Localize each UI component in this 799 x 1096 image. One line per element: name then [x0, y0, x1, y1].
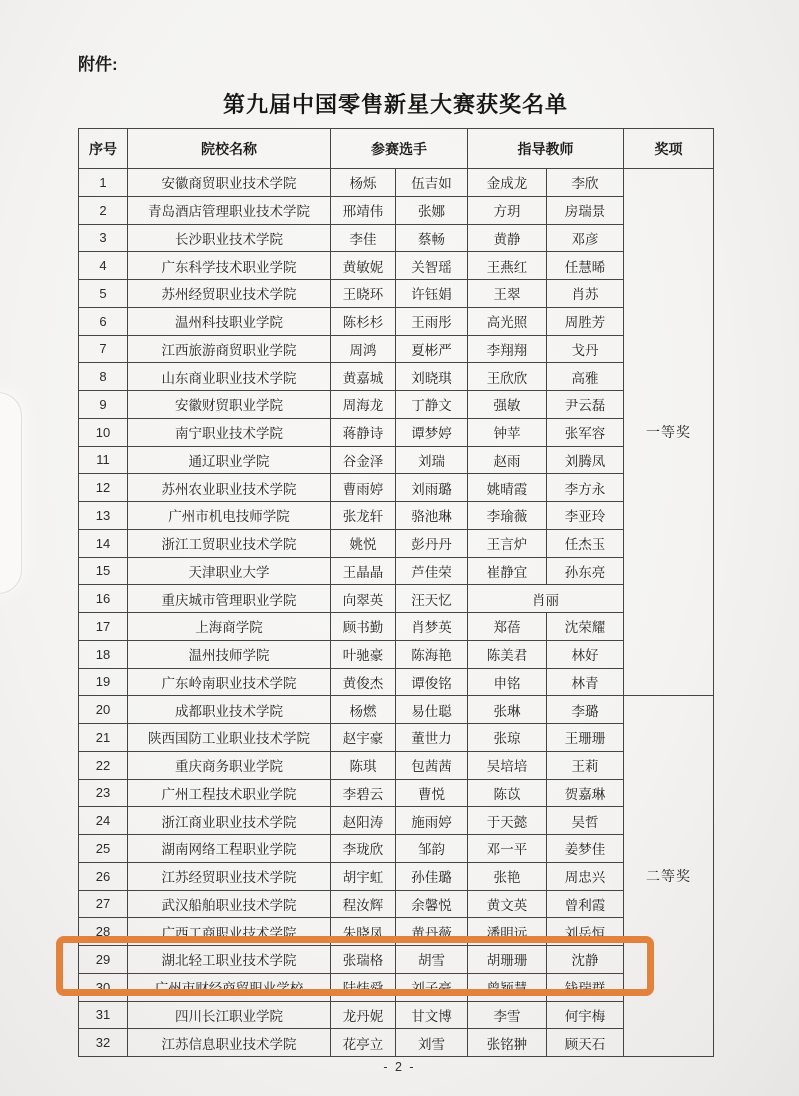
table-row	[79, 363, 714, 391]
row-number: 1	[79, 169, 128, 197]
table-row	[79, 474, 714, 502]
row-number: 24	[79, 807, 128, 835]
teacher-1: 方玥	[468, 196, 547, 224]
teacher-1: 张琳	[468, 696, 547, 724]
table-row	[79, 696, 714, 724]
teacher-2: 刘腾凤	[547, 446, 624, 474]
row-number: 9	[79, 391, 128, 419]
contestant-1: 黄敏妮	[331, 252, 396, 280]
teacher-2: 李欣	[547, 169, 624, 197]
school-name: 成都职业技术学院	[128, 696, 331, 724]
table-row	[79, 446, 714, 474]
row-number: 30	[79, 973, 128, 1001]
contestant-2: 骆池琳	[396, 502, 468, 530]
contestant-1: 周鸿	[331, 335, 396, 363]
teacher-1: 金成龙	[468, 169, 547, 197]
contestant-2: 丁静文	[396, 391, 468, 419]
teacher-2: 李亚玲	[547, 502, 624, 530]
contestant-1: 叶驰豪	[331, 640, 396, 668]
row-number: 29	[79, 946, 128, 974]
table-row	[79, 280, 714, 308]
school-name: 天津职业大学	[128, 557, 331, 585]
table-row	[79, 585, 714, 613]
teacher-1: 王燕红	[468, 252, 547, 280]
teacher-1: 崔静宜	[468, 557, 547, 585]
teacher-1: 姚晴霞	[468, 474, 547, 502]
contestant-2: 伍吉如	[396, 169, 468, 197]
document-title: 第九届中国零售新星大赛获奖名单	[222, 92, 568, 117]
row-number: 32	[79, 1029, 128, 1057]
contestant-1: 张瑞格	[331, 946, 396, 974]
contestant-2: 张娜	[396, 196, 468, 224]
teacher-1: 郑蓓	[468, 613, 547, 641]
table-row	[79, 529, 714, 557]
teacher-2: 李方永	[547, 474, 624, 502]
teacher-1: 曾颖慧	[468, 973, 547, 1001]
header-school: 院校名称	[128, 129, 331, 169]
table-row	[79, 807, 714, 835]
teacher-2: 张军容	[547, 418, 624, 446]
school-name: 通辽职业学院	[128, 446, 331, 474]
school-name: 苏州经贸职业技术学院	[128, 280, 331, 308]
teacher-1: 李翔翔	[468, 335, 547, 363]
contestant-1: 邢靖伟	[331, 196, 396, 224]
teacher-1: 陈美君	[468, 640, 547, 668]
contestant-2: 胡雪	[396, 946, 468, 974]
teacher-2: 王莉	[547, 751, 624, 779]
row-number: 4	[79, 252, 128, 280]
page-number: - 2 -	[383, 1060, 416, 1074]
teacher-2: 吴哲	[547, 807, 624, 835]
school-name: 山东商业职业技术学院	[128, 363, 331, 391]
table-row	[79, 169, 714, 197]
row-number: 16	[79, 585, 128, 613]
contestant-2: 孙佳璐	[396, 862, 468, 890]
teacher-2: 任慧晞	[547, 252, 624, 280]
teacher-1: 张琼	[468, 724, 547, 752]
row-number: 15	[79, 557, 128, 585]
contestant-2: 许钰娟	[396, 280, 468, 308]
teacher-2: 钱瑞群	[547, 973, 624, 1001]
contestant-2: 汪天忆	[396, 585, 468, 613]
row-number: 7	[79, 335, 128, 363]
teacher-2: 房瑞景	[547, 196, 624, 224]
award-label: 一等奖	[624, 169, 714, 696]
teacher-2: 姜梦佳	[547, 835, 624, 863]
school-name: 上海商学院	[128, 613, 331, 641]
contestant-2: 刘晓琪	[396, 363, 468, 391]
table-header	[79, 129, 714, 169]
school-name: 长沙职业技术学院	[128, 224, 331, 252]
contestant-1: 陈杉杉	[331, 307, 396, 335]
contestant-1: 向翠英	[331, 585, 396, 613]
teacher-2: 林青	[547, 668, 624, 696]
row-number: 25	[79, 835, 128, 863]
teacher-1: 申铭	[468, 668, 547, 696]
header-teachers: 指导教师	[468, 129, 624, 169]
row-number: 11	[79, 446, 128, 474]
teacher-1: 赵雨	[468, 446, 547, 474]
contestant-1: 顾书勤	[331, 613, 396, 641]
table-row	[79, 196, 714, 224]
school-name: 湖南网络工程职业学院	[128, 835, 331, 863]
teacher-2: 邓彦	[547, 224, 624, 252]
school-name: 广西工商职业技术学院	[128, 918, 331, 946]
contestant-2: 甘文博	[396, 1001, 468, 1029]
contestant-2: 王雨彤	[396, 307, 468, 335]
teachers-merged: 肖丽	[468, 585, 624, 613]
row-number: 19	[79, 668, 128, 696]
table-row	[79, 668, 714, 696]
school-name: 安徽商贸职业技术学院	[128, 169, 331, 197]
contestant-2: 施雨婷	[396, 807, 468, 835]
teacher-1: 强敏	[468, 391, 547, 419]
row-number: 27	[79, 890, 128, 918]
row-number: 17	[79, 613, 128, 641]
school-name: 广州市财经商贸职业学校	[128, 973, 331, 1001]
teacher-2: 任杰玉	[547, 529, 624, 557]
school-name: 陕西国防工业职业技术学院	[128, 724, 331, 752]
teacher-2: 高雅	[547, 363, 624, 391]
table-row	[79, 252, 714, 280]
contestant-2: 董世力	[396, 724, 468, 752]
teacher-1: 吴培培	[468, 751, 547, 779]
contestant-2: 刘雪	[396, 1029, 468, 1057]
school-name: 江苏信息职业技术学院	[128, 1029, 331, 1057]
teacher-1: 高光照	[468, 307, 547, 335]
header-no: 序号	[79, 129, 128, 169]
table-row	[79, 751, 714, 779]
contestant-1: 蒋静诗	[331, 418, 396, 446]
contestant-1: 朱晓凤	[331, 918, 396, 946]
contestant-2: 曹悦	[396, 779, 468, 807]
teacher-2: 尹云磊	[547, 391, 624, 419]
contestant-2: 关智瑶	[396, 252, 468, 280]
contestant-1: 花亭立	[331, 1029, 396, 1057]
school-name: 浙江工贸职业技术学院	[128, 529, 331, 557]
award-label: 二等奖	[624, 696, 714, 1057]
contestant-1: 赵阳涛	[331, 807, 396, 835]
teacher-2: 沈荣耀	[547, 613, 624, 641]
row-number: 6	[79, 307, 128, 335]
contestant-1: 杨烁	[331, 169, 396, 197]
row-number: 10	[79, 418, 128, 446]
teacher-1: 潘明远	[468, 918, 547, 946]
contestant-1: 王晶晶	[331, 557, 396, 585]
contestant-2: 刘瑞	[396, 446, 468, 474]
table-body	[79, 169, 714, 1057]
table-row	[79, 557, 714, 585]
contestant-1: 黄嘉城	[331, 363, 396, 391]
contestant-2: 芦佳荣	[396, 557, 468, 585]
contestant-2: 刘雨璐	[396, 474, 468, 502]
teacher-2: 曾利霞	[547, 890, 624, 918]
table-row	[79, 835, 714, 863]
teacher-1: 钟苹	[468, 418, 547, 446]
teacher-1: 王言炉	[468, 529, 547, 557]
contestant-1: 赵宇豪	[331, 724, 396, 752]
school-name: 武汉船舶职业技术学院	[128, 890, 331, 918]
school-name: 重庆城市管理职业学院	[128, 585, 331, 613]
row-number: 23	[79, 779, 128, 807]
teacher-2: 周忠兴	[547, 862, 624, 890]
row-number: 28	[79, 918, 128, 946]
school-name: 广东岭南职业技术学院	[128, 668, 331, 696]
row-number: 31	[79, 1001, 128, 1029]
attachment-label: 附件:	[78, 55, 118, 74]
contestant-1: 周海龙	[331, 391, 396, 419]
contestant-2: 谭梦婷	[396, 418, 468, 446]
teacher-1: 黄静	[468, 224, 547, 252]
school-name: 苏州农业职业技术学院	[128, 474, 331, 502]
school-name: 江苏经贸职业技术学院	[128, 862, 331, 890]
school-name: 温州技师学院	[128, 640, 331, 668]
school-name: 广州市机电技师学院	[128, 502, 331, 530]
contestant-2: 刘子豪	[396, 973, 468, 1001]
teacher-2: 孙东亮	[547, 557, 624, 585]
teacher-2: 贺嘉琳	[547, 779, 624, 807]
row-number: 14	[79, 529, 128, 557]
award-table	[78, 128, 714, 1057]
teacher-1: 王欣欣	[468, 363, 547, 391]
contestant-1: 李佳	[331, 224, 396, 252]
row-number: 2	[79, 196, 128, 224]
table-row	[79, 890, 714, 918]
teacher-1: 于天懿	[468, 807, 547, 835]
contestant-2: 包茜茜	[396, 751, 468, 779]
contestant-1: 李碧云	[331, 779, 396, 807]
table-row	[79, 724, 714, 752]
contestant-1: 李珑欣	[331, 835, 396, 863]
teacher-1: 黄文英	[468, 890, 547, 918]
school-name: 广东科学技术职业学院	[128, 252, 331, 280]
school-name: 温州科技职业学院	[128, 307, 331, 335]
school-name: 广州工程技术职业学院	[128, 779, 331, 807]
teacher-2: 何宇梅	[547, 1001, 624, 1029]
row-number: 13	[79, 502, 128, 530]
contestant-1: 陈琪	[331, 751, 396, 779]
table-row	[79, 613, 714, 641]
teacher-1: 胡珊珊	[468, 946, 547, 974]
table-row	[79, 502, 714, 530]
teacher-1: 邓一平	[468, 835, 547, 863]
teacher-2: 沈静	[547, 946, 624, 974]
table-row	[79, 862, 714, 890]
page-edge-artifact	[0, 392, 22, 594]
school-name: 四川长江职业学院	[128, 1001, 331, 1029]
table-row-highlighted	[79, 946, 714, 974]
row-number: 26	[79, 862, 128, 890]
school-name: 南宁职业技术学院	[128, 418, 331, 446]
contestant-1: 陆炜舜	[331, 973, 396, 1001]
contestant-1: 王晓环	[331, 280, 396, 308]
header-award: 奖项	[624, 129, 714, 169]
contestant-2: 夏彬严	[396, 335, 468, 363]
school-name: 安徽财贸职业学院	[128, 391, 331, 419]
teacher-2: 肖苏	[547, 280, 624, 308]
contestant-1: 杨燃	[331, 696, 396, 724]
header-row	[79, 129, 714, 169]
contestant-2: 黄丹薇	[396, 918, 468, 946]
table-row	[79, 973, 714, 1001]
table-row	[79, 335, 714, 363]
contestant-1: 曹雨婷	[331, 474, 396, 502]
teacher-1: 张铭翀	[468, 1029, 547, 1057]
teacher-2: 刘岳恒	[547, 918, 624, 946]
table-row	[79, 779, 714, 807]
contestant-2: 易仕聪	[396, 696, 468, 724]
school-name: 江西旅游商贸职业学院	[128, 335, 331, 363]
contestant-1: 程汝辉	[331, 890, 396, 918]
teacher-1: 李瑜薇	[468, 502, 547, 530]
row-number: 5	[79, 280, 128, 308]
teacher-2: 顾天石	[547, 1029, 624, 1057]
contestant-1: 张龙轩	[331, 502, 396, 530]
contestant-1: 龙丹妮	[331, 1001, 396, 1029]
contestant-2: 谭俊铭	[396, 668, 468, 696]
table-row	[79, 224, 714, 252]
row-number: 18	[79, 640, 128, 668]
contestant-2: 蔡畅	[396, 224, 468, 252]
table-row	[79, 391, 714, 419]
teacher-1: 王翠	[468, 280, 547, 308]
row-number: 20	[79, 696, 128, 724]
row-number: 3	[79, 224, 128, 252]
teacher-2: 戈丹	[547, 335, 624, 363]
row-number: 12	[79, 474, 128, 502]
teacher-2: 林好	[547, 640, 624, 668]
teacher-2: 周胜芳	[547, 307, 624, 335]
teacher-2: 王珊珊	[547, 724, 624, 752]
row-number: 21	[79, 724, 128, 752]
table-row	[79, 307, 714, 335]
table-row	[79, 918, 714, 946]
contestant-1: 谷金泽	[331, 446, 396, 474]
school-name: 重庆商务职业学院	[128, 751, 331, 779]
contestant-1: 黄俊杰	[331, 668, 396, 696]
header-contestants: 参赛选手	[331, 129, 468, 169]
contestant-2: 陈海艳	[396, 640, 468, 668]
teacher-1: 张艳	[468, 862, 547, 890]
contestant-2: 余馨悦	[396, 890, 468, 918]
row-number: 22	[79, 751, 128, 779]
teacher-1: 陈苡	[468, 779, 547, 807]
school-name: 青岛酒店管理职业技术学院	[128, 196, 331, 224]
school-name: 湖北轻工职业技术学院	[128, 946, 331, 974]
table-row	[79, 1029, 714, 1057]
table-row	[79, 640, 714, 668]
contestant-2: 彭丹丹	[396, 529, 468, 557]
contestant-2: 邹韵	[396, 835, 468, 863]
teacher-1: 李雪	[468, 1001, 547, 1029]
teacher-2: 李璐	[547, 696, 624, 724]
contestant-1: 姚悦	[331, 529, 396, 557]
table-row	[79, 418, 714, 446]
contestant-2: 肖梦英	[396, 613, 468, 641]
row-number: 8	[79, 363, 128, 391]
contestant-1: 胡宇虹	[331, 862, 396, 890]
school-name: 浙江商业职业技术学院	[128, 807, 331, 835]
table-row	[79, 1001, 714, 1029]
